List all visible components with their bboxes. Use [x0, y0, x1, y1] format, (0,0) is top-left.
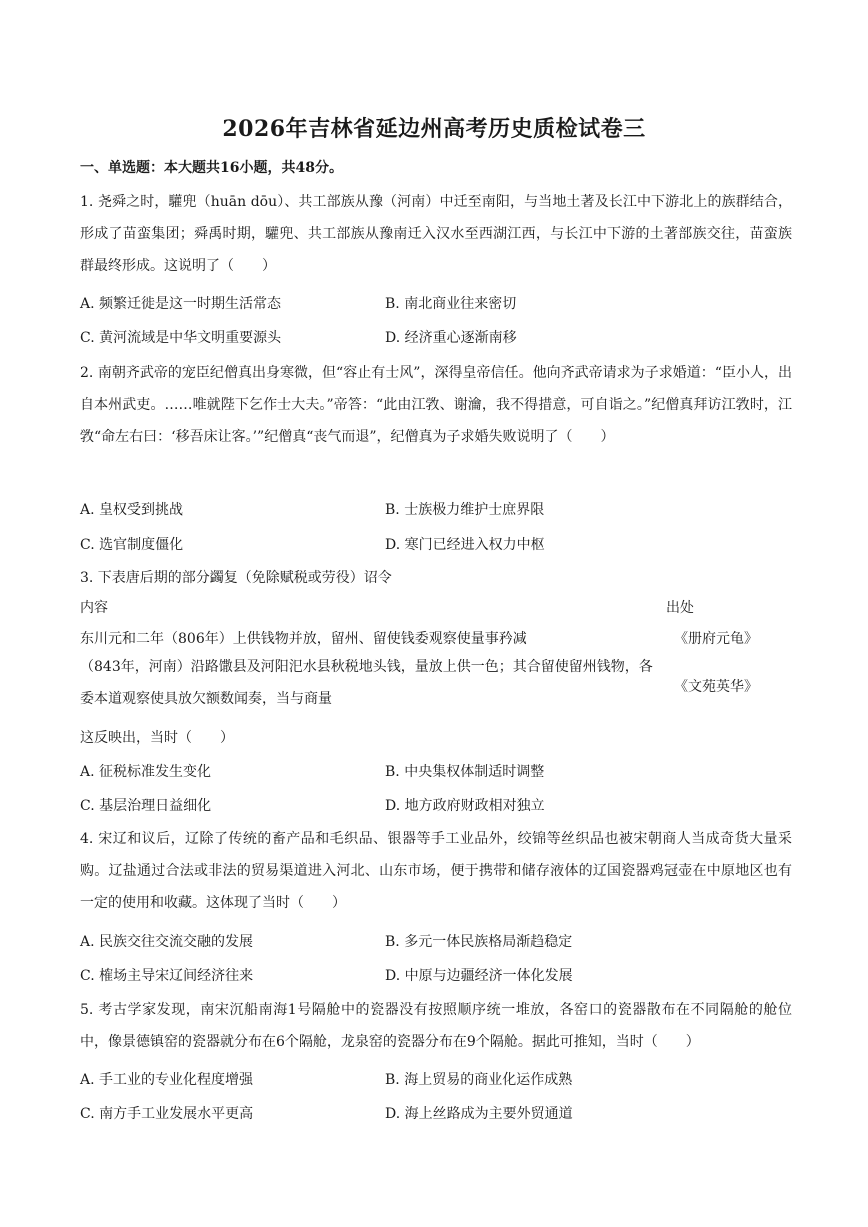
question-4-option-a[interactable]: A. 民族交往交流交融的发展	[80, 934, 254, 950]
question-5-stem: 5. 考古学家发现，南宋沉船南海1号隔舱中的瓷器没有按照顺序统一堆放，各窑口的瓷器散布在不同隔舱的舱位中，像景德镇窑的瓷器就分布在6个隔舱，龙泉窑的瓷器分布在9个隔舱。据此可推知，当时（ ）	[80, 1002, 792, 1050]
question-3-stem: 3. 下表唐后期的部分蠲复（免除赋税或劳役）诏令	[80, 570, 392, 586]
question-2-option-d[interactable]: D. 寒门已经进入权力中枢	[385, 537, 545, 553]
question-2-option-b[interactable]: B. 士族极力维护士庶界限	[385, 502, 545, 518]
page-title: 2026年吉林省延边州高考历史质检试卷三	[222, 116, 646, 142]
question-1-option-c[interactable]: C. 黄河流域是中华文明重要源头	[80, 330, 282, 346]
question-1-option-a[interactable]: A. 频繁迁徙是这一时期生活常态	[80, 296, 282, 312]
question-5-option-c[interactable]: C. 南方手工业发展水平更高	[80, 1106, 254, 1122]
question-5-option-b[interactable]: B. 海上贸易的商业化运作成熟	[385, 1072, 573, 1088]
table-row-1-source: 《册府元龟》	[674, 631, 758, 647]
question-4-option-b[interactable]: B. 多元一体民族格局渐趋稳定	[385, 934, 573, 950]
question-3-tail: 这反映出，当时（ ）	[80, 730, 234, 746]
question-4-option-c[interactable]: C. 榷场主导宋辽间经济往来	[80, 968, 254, 984]
question-3-option-a[interactable]: A. 征税标准发生变化	[80, 764, 212, 780]
question-4-stem: 4. 宋辽和议后，辽除了传统的畜产品和毛织品、银器等手工业品外，绞锦等丝织品也被宋朝商人当成奇货大量采购。辽盐通过合法或非法的贸易渠道进入河北、山东市场，便于携带和储存液体的辽国瓷器鸡冠壶在中原地区也有一定的使用和收藏。这体现了当时（ ）	[80, 831, 792, 911]
table-header-source: 出处	[666, 600, 694, 616]
table-row-1-content: 东川元和二年（806年）上供钱物并放，留州、留使钱委观察使量事矜减	[80, 631, 527, 647]
question-2-stem: 2. 南朝齐武帝的宠臣纪僧真出身寒微，但“容止有士风”，深得皇帝信任。他向齐武帝请求为子求婚道：“臣小人，出自本州武吏。……唯就陛下乞作士大夫。”帝答：“此由江敩、谢瀹，我不得措意，可自诣之。”纪僧真拜访江敩时，江敩“命左右曰：‘移吾床让客。’”纪僧真“丧气而退”，纪僧真为子求婚失败说明了（ ）	[80, 365, 792, 445]
question-2-option-a[interactable]: A. 皇权受到挑战	[80, 502, 184, 518]
question-5-option-a[interactable]: A. 手工业的专业化程度增强	[80, 1072, 254, 1088]
question-2-option-c[interactable]: C. 选官制度僵化	[80, 537, 184, 553]
question-3-option-d[interactable]: D. 地方政府财政相对独立	[385, 798, 545, 814]
table-header-content: 内容	[80, 600, 108, 616]
question-5-option-d[interactable]: D. 海上丝路成为主要外贸通道	[385, 1106, 573, 1122]
question-3-option-c[interactable]: C. 基层治理日益细化	[80, 798, 212, 814]
question-1-stem: 1. 尧舜之时，驩兜（huān dōu）、共工部族从豫（河南）中迁至南阳，与当地土著及长江中下游北上的族群结合，形成了苗蛮集团；舜禹时期，驩兜、共工部族从豫南迁入汉水至西湖江西，与长江中下游的土著部族交往，苗蛮族群最终形成。这说明了（ ）	[80, 194, 792, 274]
table-row-2-source: 《文苑英华》	[674, 679, 758, 695]
section-heading: 一、单选题：本大题共16小题，共48分。	[80, 160, 343, 176]
question-3-option-b[interactable]: B. 中央集权体制适时调整	[385, 764, 545, 780]
question-1-option-b[interactable]: B. 南北商业往来密切	[385, 296, 517, 312]
question-1-option-d[interactable]: D. 经济重心逐渐南移	[385, 330, 517, 346]
table-row-2-content: （843年，河南）沿路馓县及河阳汜水县秋税地头钱，量放上供一色；其合留使留州钱物，各委本道观察使具放欠额数闻奏，当与商量	[80, 659, 653, 707]
question-4-option-d[interactable]: D. 中原与边疆经济一体化发展	[385, 968, 573, 984]
